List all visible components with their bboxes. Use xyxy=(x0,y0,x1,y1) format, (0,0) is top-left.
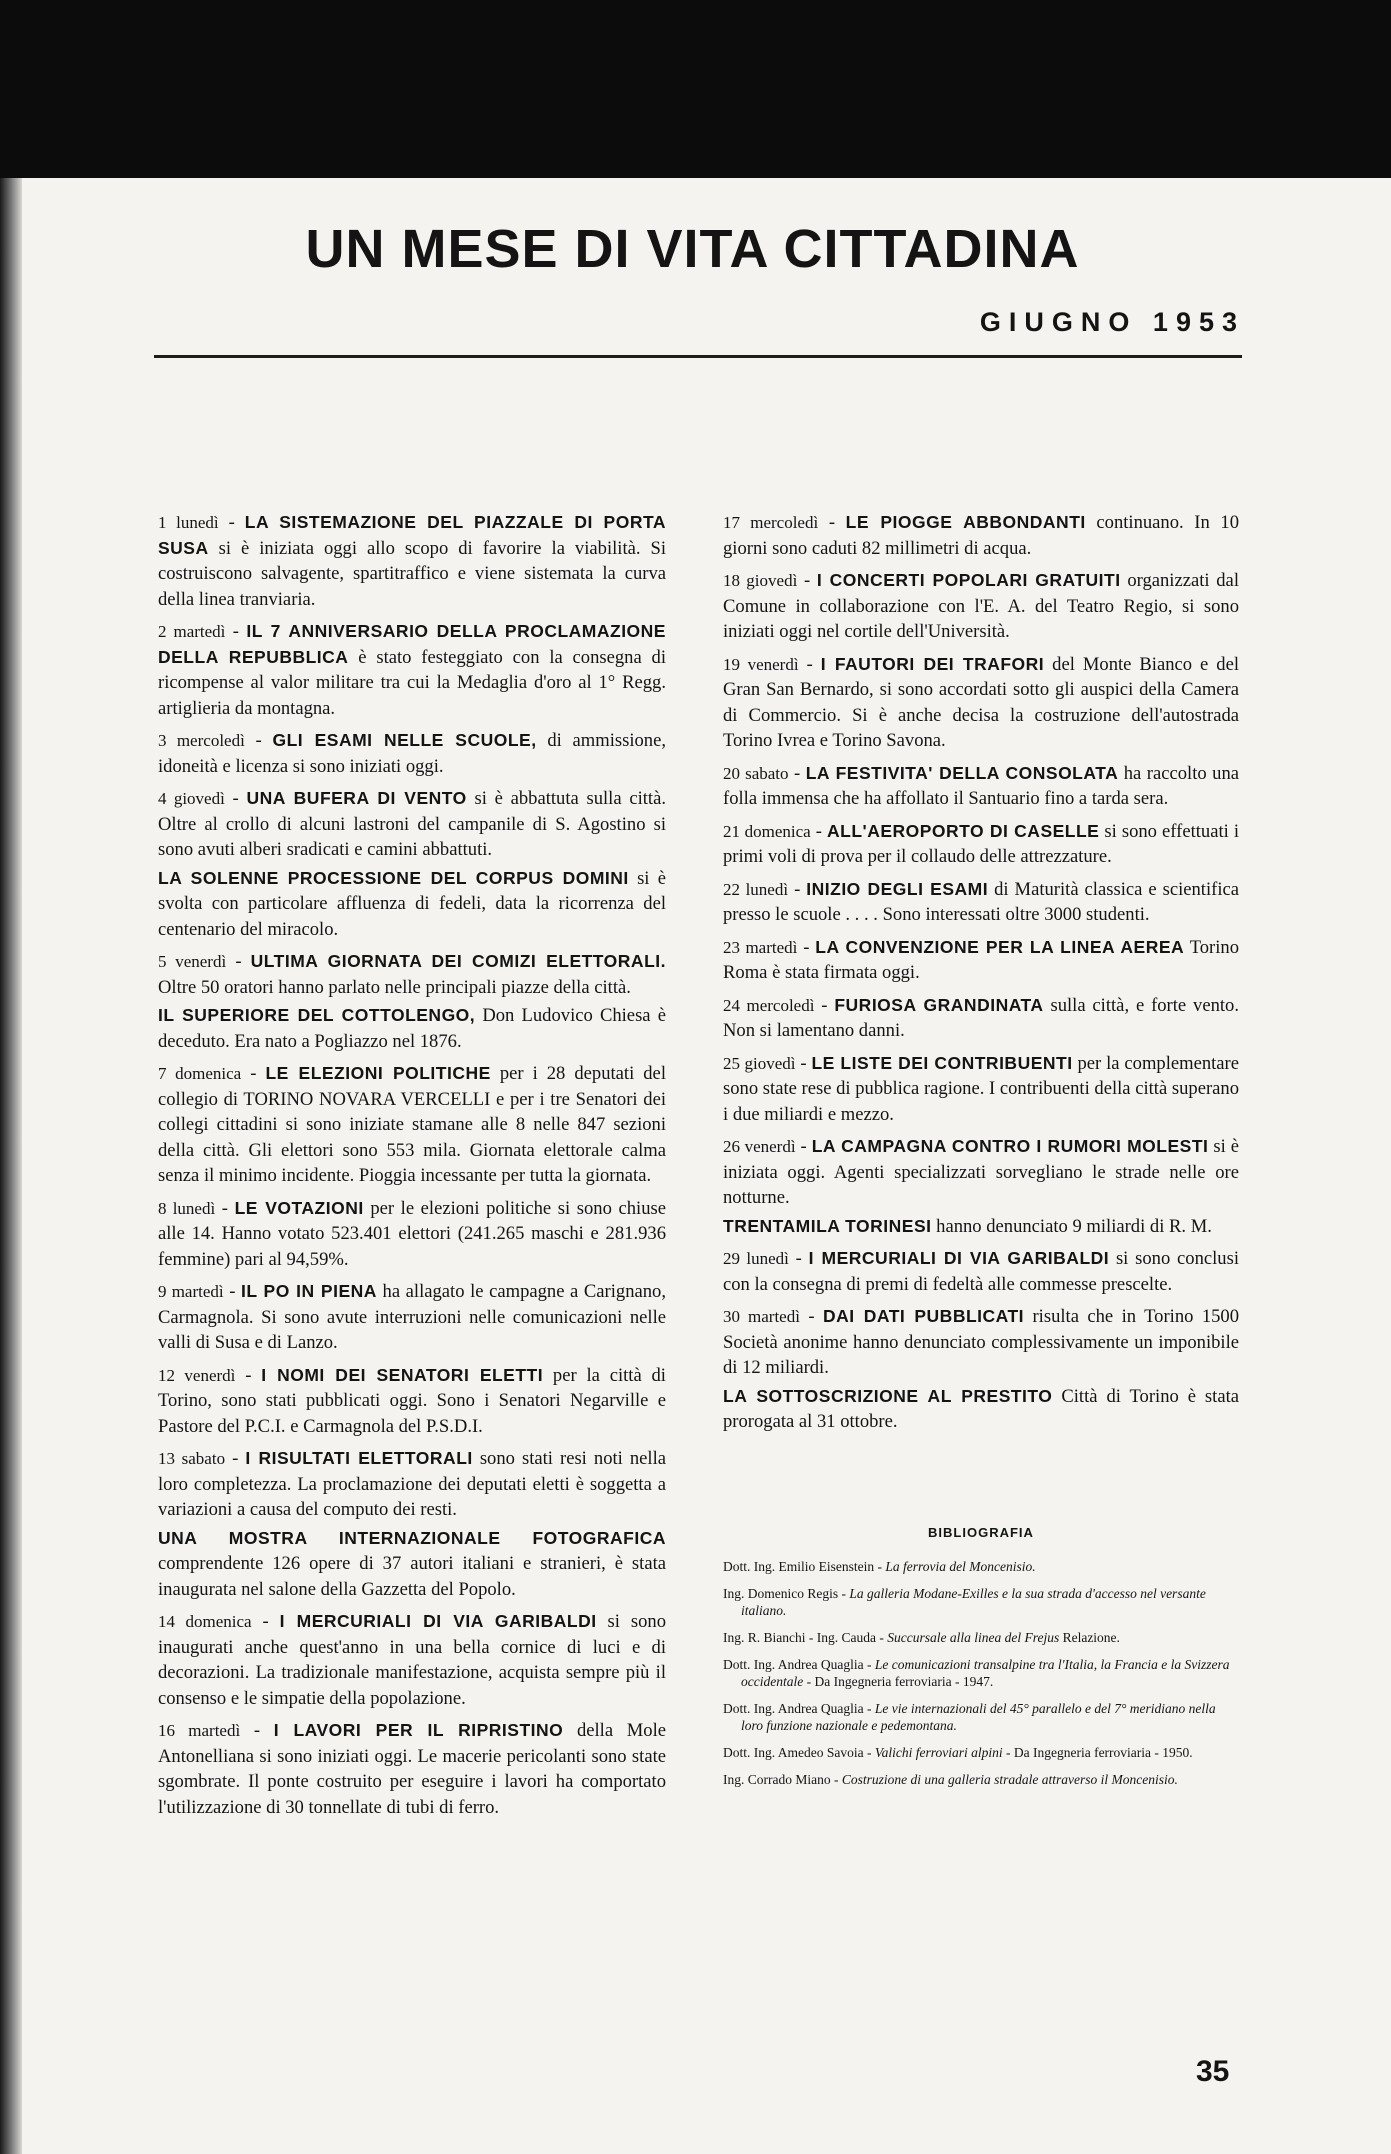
bibliography-item: Ing. Corrado Miano - Costruzione di una galleria stradale attraverso il Moncenisio. xyxy=(723,1771,1178,1787)
entry: 25 giovedì - LE LISTE DEI CONTRIBUENTI per la complementare sono state rese di pubblica ragione. I contribuenti della città superano i due miliardi e mezzo. xyxy=(723,1052,1239,1125)
bibliography-item: Ing. R. Bianchi - Ing. Cauda - Succursale alla linea del Frejus Relazione. xyxy=(723,1629,1120,1645)
entry: 1 lunedì - LA SISTEMAZIONE DEL PIAZZALE DI PORTA SUSA si è iniziata oggi allo scopo di favorire la viabilità. Si costruiscono salvagente, spartitraffico e viene sistemata la curva della linea tranviaria. xyxy=(158,512,667,610)
right-column xyxy=(723,510,1239,1798)
left-column xyxy=(158,510,666,1827)
bibliography-title: BIBLIOGRAFIA xyxy=(928,1524,1034,1540)
entry: 18 giovedì - I CONCERTI POPOLARI GRATUITI organizzati dal Comune in collaborazione con l'E. A. del Teatro Regio, si sono iniziati oggi nel cortile dell'Università. xyxy=(723,570,1239,642)
entry: IL SUPERIORE DEL COTTOLENGO, Don Ludovico Chiesa è deceduto. Era nato a Pogliazzo nel 1876. xyxy=(158,1005,666,1052)
entry: 7 domenica - LE ELEZIONI POLITICHE per i 28 deputati del collegio di TORINO NOVARA VERCELLI e per i tre Senatori dei collegi cittadini si sono iniziate stamane alle 8 nelle 847 sezioni della città. Gli elettori sono 553 mila. Giornata elettorale calma senza il minimo incidente. Pioggia incessante per tutta la giornata. xyxy=(158,1063,666,1186)
bibliography-item: Ing. Domenico Regis - La galleria Modane-Exilles e la sua strada d'accesso nel versante italiano. xyxy=(723,1585,1206,1618)
entry: LA SOLENNE PROCESSIONE DEL CORPUS DOMINI si è svolta con particolare affluenza di fedeli, data la ricorrenza del centenario del miracolo. xyxy=(158,867,666,940)
entry: 8 lunedì - LE VOTAZIONI per le elezioni politiche si sono chiuse alle 14. Hanno votato 523.401 elettori (241.265 maschi e 281.936 femmine) pari al 94,59%. xyxy=(158,1197,666,1270)
page-subtitle: GIUGNO 1953 xyxy=(979,307,1245,337)
entry: 21 domenica - ALL'AEROPORTO DI CASELLE si sono effettuati i primi voli di prova per il collaudo delle attrezzature. xyxy=(723,820,1239,867)
entry: 3 mercoledì - GLI ESAMI NELLE SCUOLE, di ammissione, idoneità e licenza si sono iniziati oggi. xyxy=(158,730,667,777)
entry: 19 venerdì - I FAUTORI DEI TRAFORI del Monte Bianco e del Gran San Bernardo, si sono accordati sotto gli auspici della Camera di Commercio. Si è anche decisa la costruzione dell'autostrada Torino Ivrea e Torino Savona. xyxy=(723,653,1240,751)
entry: 4 giovedì - UNA BUFERA DI VENTO si è abbattuta sulla città. Oltre al crollo di alcuni lastroni del campanile di S. Agostino si sono avuti alberi sradicati e camini abbattuti. xyxy=(158,788,666,860)
entry: 24 mercoledì - FURIOSA GRANDINATA sulla città, e forte vento. Non si lamentano danni. xyxy=(723,994,1239,1041)
page-binding-edge xyxy=(0,178,22,2154)
bibliography-item: Dott. Ing. Emilio Eisenstein - La ferrovia del Moncenisio. xyxy=(723,1558,1036,1574)
page-number: 35 xyxy=(1196,2055,1230,2088)
bibliography-item: Dott. Ing. Amedeo Savoia - Valichi ferroviari alpini - Da Ingegneria ferroviaria - 1950. xyxy=(723,1744,1193,1760)
entry: 30 martedì - DAI DATI PUBBLICATI risulta che in Torino 1500 Società anonime hanno denunciato complessivamente un imponibile di 12 miliardi. xyxy=(723,1306,1240,1378)
entry: 14 domenica - I MERCURIALI DI VIA GARIBALDI si sono inaugurati anche quest'anno in una bella cornice di luci e di decorazioni. La tradizionale manifestazione, acquista sempre più il consenso e le simpatie della popolazione. xyxy=(158,1611,666,1709)
entry: 20 sabato - LA FESTIVITA' DELLA CONSOLATA ha raccolto una folla immensa che ha affollato il Santuario fino a tarda sera. xyxy=(723,762,1239,809)
entry: UNA MOSTRA INTERNAZIONALE FOTOGRAFICA comprendente 126 opere di 37 autori italiani e stranieri, è stata inaugurata nel salone della Gazzetta del Popolo. xyxy=(158,1527,666,1600)
entry: 9 martedì - IL PO IN PIENA ha allagato le campagne a Carignano, Carmagnola. Si sono avute interruzioni nelle comunicazioni nelle valli di Susa e di Lanzo. xyxy=(158,1281,667,1353)
entry: 23 martedì - LA CONVENZIONE PER LA LINEA AEREA Torino Roma è stata firmata oggi. xyxy=(723,936,1239,983)
bibliography-item: Dott. Ing. Andrea Quaglia - Le comunicazioni transalpine tra l'Italia, la Francia e la Svizzera occidentale - Da Ingegneria ferroviaria - 1947. xyxy=(723,1656,1230,1689)
title-rule xyxy=(154,355,1242,358)
top-black-band xyxy=(0,0,1391,178)
bibliography-item: Dott. Ing. Andrea Quaglia - Le vie internazionali del 45° parallelo e del 7° meridiano nella loro funzione nazionale e pedemontana. xyxy=(723,1700,1216,1733)
entry: LA SOTTOSCRIZIONE AL PRESTITO Città di Torino è stata prorogata al 31 ottobre. xyxy=(723,1385,1239,1432)
entry: 29 lunedì - I MERCURIALI DI VIA GARIBALDI si sono conclusi con la consegna di premi di fedeltà alle commesse prescelte. xyxy=(723,1248,1240,1295)
entry: 12 venerdì - I NOMI DEI SENATORI ELETTI per la città di Torino, sono stati pubblicati oggi. Sono i Senatori Negarville e Pastore del P.C.I. e Carmagnola del P.S.D.I. xyxy=(158,1364,666,1437)
entry: 13 sabato - I RISULTATI ELETTORALI sono stati resi noti nella loro completezza. La proclamazione dei deputati eletti è soggetta a variazioni a causa del computo dei resti. xyxy=(158,1448,666,1520)
entry: 2 martedì - IL 7 ANNIVERSARIO DELLA PROCLAMAZIONE DELLA REPUBBLICA è stato festeggiato con la consegna di ricompense al valor militare tra cui la Medaglia d'oro al 1° Regg. artiglieria da montagna. xyxy=(158,621,667,719)
entry: 26 venerdì - LA CAMPAGNA CONTRO I RUMORI MOLESTI si è iniziata oggi. Agenti specializzati sorvegliano le strade nelle ore notturne. xyxy=(723,1136,1239,1208)
page-title: UN MESE DI VITA CITTADINA xyxy=(305,219,1080,279)
entry: TRENTAMILA TORINESI hanno denunciato 9 miliardi di R. M. xyxy=(723,1215,1212,1237)
entry: 22 lunedì - INIZIO DEGLI ESAMI di Maturità classica e scientifica presso le scuole . . . . Sono interessati oltre 3000 studenti. xyxy=(723,878,1239,925)
entry: 16 martedì - I LAVORI PER IL RIPRISTINO della Mole Antonelliana si sono iniziati oggi. Le macerie pericolanti sono state sgombrate. Il ponte costruito per eseguire i lavori ha comportato l'utilizzazione di 30 tonnellate di tubi di ferro. xyxy=(158,1720,666,1818)
entry: 5 venerdì - ULTIMA GIORNATA DEI COMIZI ELETTORALI. Oltre 50 oratori hanno parlato nelle principali piazze della città. xyxy=(158,951,666,998)
entry: 17 mercoledì - LE PIOGGE ABBONDANTI continuano. In 10 giorni sono caduti 82 millimetri di acqua. xyxy=(723,512,1240,559)
